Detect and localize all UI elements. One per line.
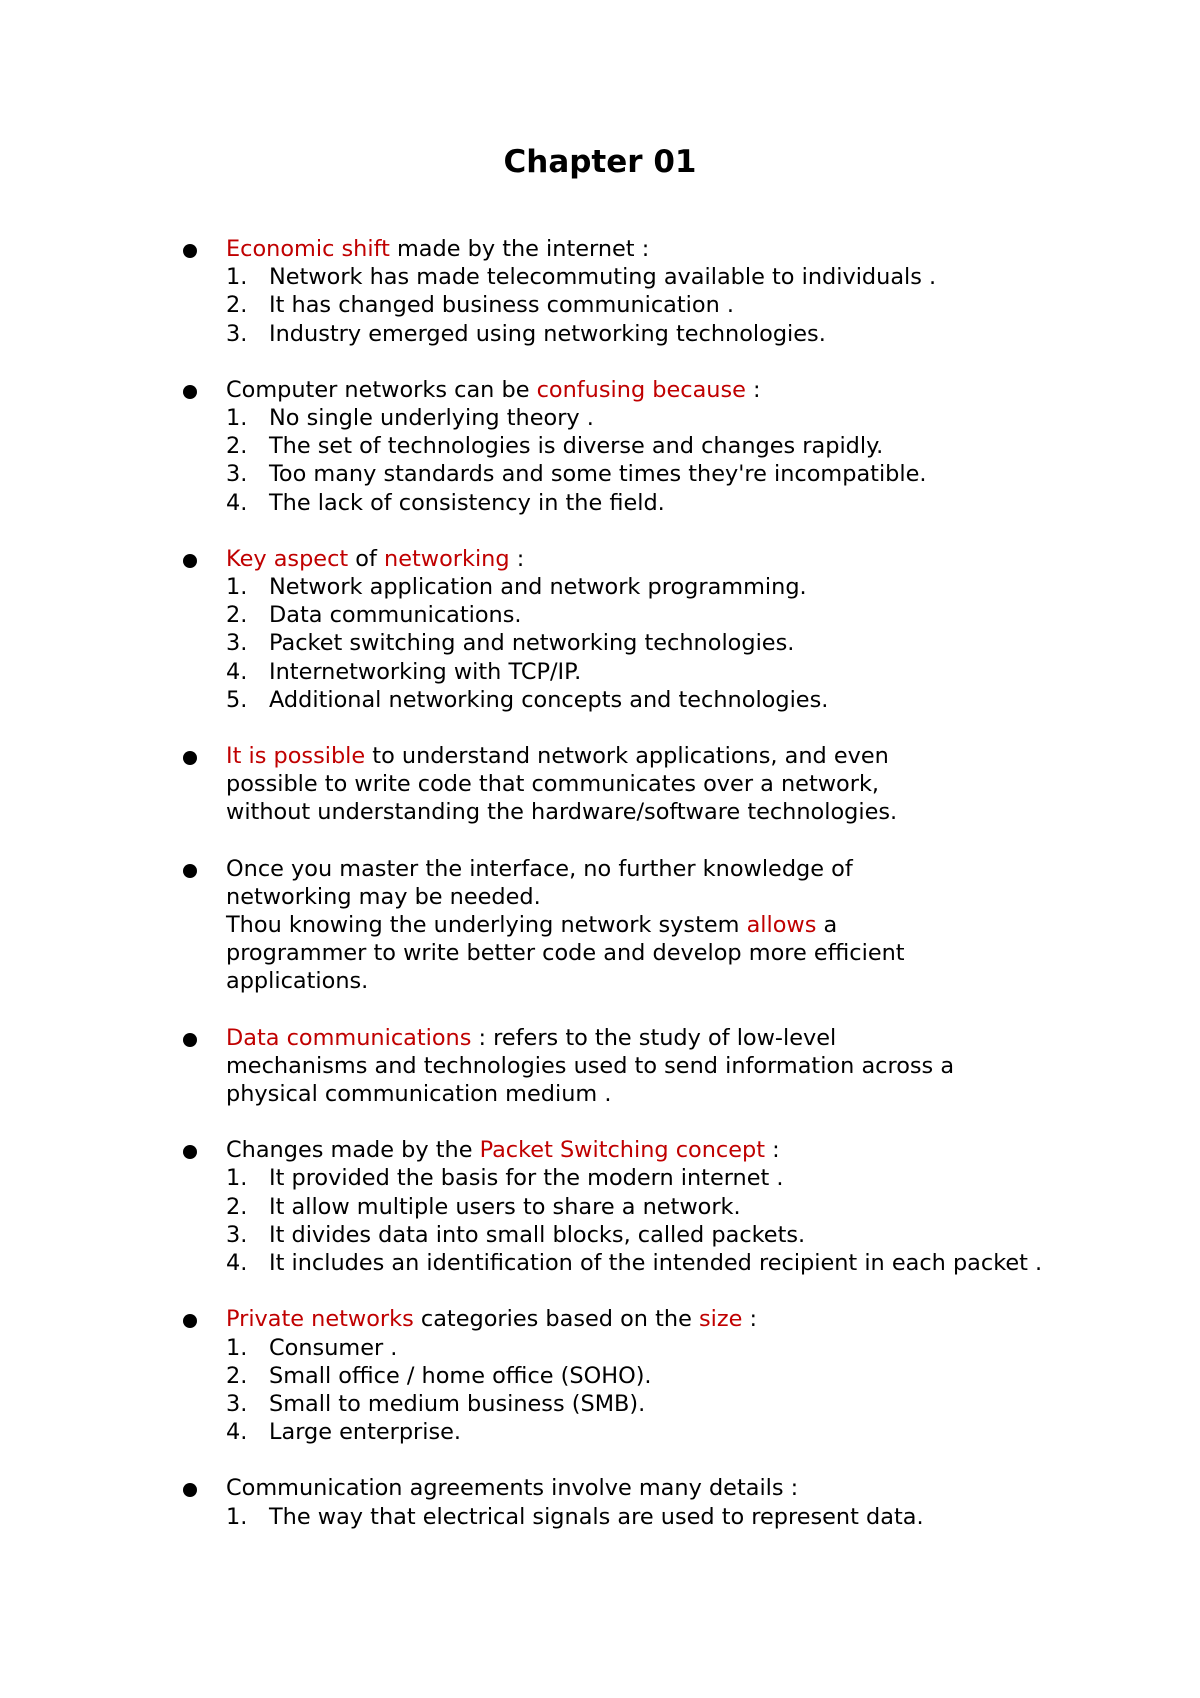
- bullet-point-icon: [183, 1483, 197, 1497]
- list-item: [226, 1164, 1083, 1192]
- list-item: [226, 1221, 1083, 1249]
- list-item: [226, 432, 1083, 460]
- section-heading-line: [226, 770, 1083, 798]
- list-item-text: Internetworking with TCP/IP.: [269, 658, 582, 685]
- bullet-point-icon: [183, 1145, 197, 1159]
- numbered-list: [226, 1334, 1083, 1447]
- text-run: :: [765, 1137, 780, 1164]
- bullet-section: [183, 742, 1083, 827]
- list-item-text: It provided the basis for the modern internet .: [269, 1165, 784, 1192]
- list-item-number: 1.: [226, 1334, 248, 1361]
- list-item-text: Small to medium business (SMB).: [269, 1390, 646, 1417]
- bullet-point-icon: [183, 1314, 197, 1328]
- highlighted-text: networking: [384, 545, 510, 572]
- list-item-number: 2.: [226, 1193, 248, 1220]
- list-item-number: 3.: [226, 1390, 248, 1417]
- text-run: :: [509, 545, 525, 572]
- text-run: Communication agreements involve many details :: [226, 1475, 799, 1502]
- text-run: Thou knowing the underlying network system: [226, 912, 747, 939]
- list-item: [226, 291, 1083, 319]
- bullet-section: [183, 545, 1083, 714]
- bullet-section: [183, 1136, 1083, 1277]
- list-item: [226, 404, 1083, 432]
- section-heading-line: [226, 1305, 1083, 1333]
- bullet-section: [183, 1474, 1083, 1530]
- text-run: Computer networks can be: [226, 376, 537, 403]
- list-item-text: It allow multiple users to share a network.: [269, 1193, 741, 1220]
- list-item-number: 2.: [226, 433, 248, 460]
- highlighted-text: Economic shift: [226, 236, 390, 262]
- highlighted-text: Private networks: [226, 1306, 414, 1333]
- bullet-section: [183, 1305, 1083, 1446]
- list-item-number: 2.: [226, 602, 248, 629]
- list-item: [226, 1193, 1083, 1221]
- bullet-section: [183, 1024, 1083, 1109]
- list-item-text: Network has made telecommuting available to individuals .: [269, 264, 937, 291]
- bullet-section: [183, 376, 1083, 517]
- bullet-point-icon: [183, 554, 197, 568]
- text-run: categories based on the: [413, 1306, 699, 1333]
- notes-content: [183, 235, 1083, 1559]
- text-run: physical communication medium .: [226, 1081, 612, 1108]
- section-heading-line: [226, 235, 1083, 263]
- section-heading-line: [226, 1136, 1083, 1164]
- bullet-section: [183, 855, 1083, 996]
- section-heading-line: [226, 376, 1083, 404]
- list-item-number: 1.: [226, 264, 248, 291]
- list-item: [226, 601, 1083, 629]
- list-item: [226, 1334, 1083, 1362]
- list-item-number: 1.: [226, 405, 248, 432]
- highlighted-text: Key aspect: [226, 545, 349, 572]
- text-run: Changes made by the: [226, 1137, 480, 1164]
- text-run: :: [745, 376, 761, 403]
- bullet-point-icon: [183, 1033, 197, 1047]
- list-item: [226, 1418, 1083, 1446]
- list-item-text: It has changed business communication .: [269, 292, 735, 319]
- highlighted-text: confusing because: [536, 376, 746, 403]
- text-run: applications.: [226, 968, 369, 995]
- numbered-list: [226, 573, 1083, 714]
- list-item-number: 2.: [226, 1362, 248, 1389]
- list-item-text: Network application and network programming.: [269, 574, 807, 601]
- highlighted-text: Packet Switching concept: [479, 1137, 766, 1164]
- text-run: a: [816, 912, 838, 939]
- list-item: [226, 1390, 1083, 1418]
- list-item-number: 1.: [226, 1503, 248, 1530]
- text-run: mechanisms and technologies used to send information across a: [226, 1052, 955, 1079]
- text-run: : refers to the study of low-level: [471, 1024, 837, 1051]
- text-run: networking may be needed.: [226, 883, 541, 910]
- list-item: [226, 1249, 1083, 1277]
- list-item: [226, 1362, 1083, 1390]
- list-item-number: 2.: [226, 292, 248, 319]
- list-item-text: Consumer .: [269, 1334, 398, 1361]
- list-item: [226, 573, 1083, 601]
- section-heading-line: [226, 1052, 1083, 1080]
- list-item-text: Too many standards and some times they're incompatible.: [269, 461, 927, 488]
- highlighted-text: allows: [746, 912, 817, 939]
- list-item-number: 4.: [226, 1419, 248, 1446]
- list-item-text: Large enterprise.: [269, 1419, 462, 1446]
- section-heading-line: [226, 855, 1083, 883]
- list-item-text: Data communications.: [269, 602, 522, 629]
- page-title: Chapter 01: [503, 144, 697, 180]
- section-heading-line: [226, 967, 1083, 995]
- numbered-list: [226, 263, 1083, 348]
- section-heading-line: [226, 1080, 1083, 1108]
- text-run: programmer to write better code and develop more efficient: [226, 940, 905, 967]
- list-item-number: 4.: [226, 489, 248, 516]
- bullet-section: [183, 235, 1083, 348]
- text-run: of: [348, 545, 385, 572]
- numbered-list: [226, 404, 1083, 517]
- list-item-number: 4.: [226, 1250, 248, 1277]
- list-item-text: It divides data into small blocks, called packets.: [269, 1221, 806, 1248]
- list-item-number: 3.: [226, 461, 248, 488]
- text-run: Once you master the interface, no further knowledge of: [226, 855, 853, 882]
- section-heading-line: [226, 742, 1083, 770]
- bullet-point-icon: [183, 864, 197, 878]
- section-heading-line: [226, 798, 1083, 826]
- list-item-text: The set of technologies is diverse and changes rapidly.: [269, 433, 884, 460]
- list-item: [226, 686, 1083, 714]
- text-run: :: [742, 1306, 758, 1333]
- section-heading-line: [226, 883, 1083, 911]
- list-item-text: Additional networking concepts and technologies.: [269, 686, 829, 713]
- text-run: possible to write code that communicates over a network,: [226, 771, 880, 798]
- section-heading-line: [226, 1474, 1083, 1502]
- text-run: without understanding the hardware/software technologies.: [226, 799, 898, 826]
- numbered-list: [226, 1164, 1083, 1277]
- list-item-number: 3.: [226, 320, 248, 347]
- list-item: [226, 489, 1083, 517]
- highlighted-text: size: [698, 1306, 743, 1333]
- section-heading-line: [226, 911, 1083, 939]
- section-heading-line: [226, 545, 1083, 573]
- bullet-point-icon: [183, 751, 197, 765]
- bullet-point-icon: [183, 244, 197, 258]
- list-item: [226, 658, 1083, 686]
- list-item: [226, 460, 1083, 488]
- numbered-list: [226, 1503, 1083, 1531]
- list-item: [226, 320, 1083, 348]
- list-item-number: 5.: [226, 686, 248, 713]
- list-item-text: The lack of consistency in the field.: [269, 489, 665, 516]
- list-item-text: Packet switching and networking technologies.: [269, 630, 795, 657]
- list-item-text: No single underlying theory .: [269, 405, 594, 432]
- text-run: made by the internet :: [389, 236, 650, 262]
- list-item-text: Small office / home office (SOHO).: [269, 1362, 652, 1389]
- bullet-point-icon: [183, 385, 197, 399]
- list-item-text: The way that electrical signals are used to represent data.: [269, 1503, 924, 1530]
- list-item: [226, 1503, 1083, 1531]
- list-item-text: It includes an identification of the intended recipient in each packet .: [269, 1250, 1043, 1277]
- highlighted-text: Data communications: [226, 1024, 472, 1051]
- list-item-number: 1.: [226, 574, 248, 601]
- highlighted-text: It is possible: [226, 743, 366, 770]
- list-item: [226, 263, 1083, 291]
- list-item-text: Industry emerged using networking technologies.: [269, 320, 826, 347]
- list-item-number: 4.: [226, 658, 248, 685]
- section-heading-line: [226, 1024, 1083, 1052]
- text-run: to understand network applications, and even: [365, 743, 889, 770]
- list-item-number: 1.: [226, 1165, 248, 1192]
- list-item: [226, 629, 1083, 657]
- section-heading-line: [226, 939, 1083, 967]
- list-item-number: 3.: [226, 630, 248, 657]
- list-item-number: 3.: [226, 1221, 248, 1248]
